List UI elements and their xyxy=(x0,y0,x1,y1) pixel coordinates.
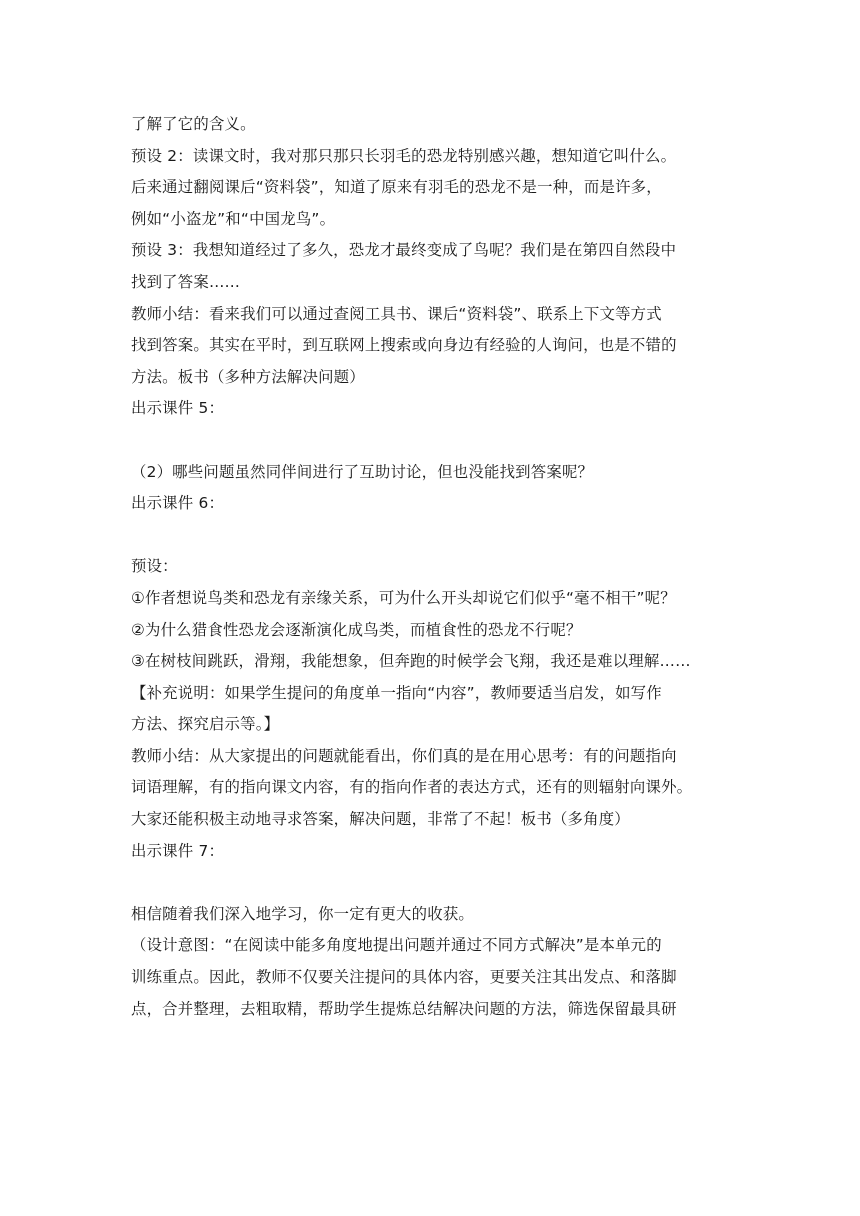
text-line: 出示课件 5： xyxy=(131,399,225,418)
text-line: ①作者想说鸟类和恐龙有亲缘关系，可为什么开头却说它们似乎“毫不相干”呢？ xyxy=(131,588,676,607)
blank-line xyxy=(131,520,735,552)
text-line: 预设： xyxy=(131,557,178,576)
text-line: 例如“小盗龙”和“中国龙鸟”。 xyxy=(131,209,336,228)
text-line: 词语理解，有的指向课文内容，有的指向作者的表达方式，还有的则辐射向课外。 xyxy=(131,778,693,797)
text-line: 预设 2：读课文时，我对那只那只长羽毛的恐龙特别感兴趣，想知道它叫什么。 xyxy=(131,146,677,165)
text-line: 【补充说明：如果学生提问的角度单一指向“内容”，教师要适当启发，如写作 xyxy=(131,683,662,702)
text-line: 训练重点。因此，教师不仅要关注提问的具体内容，更要关注其出发点、和落脚 xyxy=(131,968,677,987)
document-body xyxy=(131,109,735,1025)
text-line: 教师小结：从大家提出的问题就能看出，你们真的是在用心思考：有的问题指向 xyxy=(131,746,677,765)
text-line: 了解了它的含义。 xyxy=(131,115,256,133)
text-line: 出示课件 7： xyxy=(131,841,225,860)
text-line: ③在树枝间跳跃，滑翔，我能想象，但奔跑的时候学会飞翔，我还是难以理解…… xyxy=(131,652,691,671)
blank-line xyxy=(131,425,735,457)
text-line: 方法。板书（多种方法解决问题） xyxy=(131,367,365,386)
text-line: 后来通过翻阅课后“资料袋”，知道了原来有羽毛的恐龙不是一种，而是许多， xyxy=(131,178,662,197)
text-line: 大家还能积极主动地寻求答案，解决问题，非常了不起！板书（多角度） xyxy=(131,810,630,829)
text-line: （2）哪些问题虽然同伴间进行了互助讨论，但也没能找到答案呢？ xyxy=(131,462,594,481)
blank-line xyxy=(131,867,735,899)
text-line: 方法、探究启示等。】 xyxy=(131,715,280,734)
text-line: ②为什么猎食性恐龙会逐渐演化成鸟类，而植食性的恐龙不行呢？ xyxy=(131,620,582,639)
text-line: 预设 3：我想知道经过了多久，恐龙才最终变成了鸟呢？我们是在第四自然段中 xyxy=(131,241,677,260)
text-line: 找到了答案…… xyxy=(131,272,241,291)
text-line: 出示课件 6： xyxy=(131,494,225,513)
text-line: 找到答案。其实在平时，到互联网上搜索或向身边有经验的人询问，也是不错的 xyxy=(131,336,677,355)
text-line: 点，合并整理，去粗取精，帮助学生提炼总结解决问题的方法，筛选保留最具研 xyxy=(131,999,677,1018)
text-line: 相信随着我们深入地学习，你一定有更大的收获。 xyxy=(131,904,474,923)
text-line: 教师小结：看来我们可以通过查阅工具书、课后“资料袋”、联系上下文等方式 xyxy=(131,304,662,323)
text-line: （设计意图：“在阅读中能多角度地提出问题并通过不同方式解决”是本单元的 xyxy=(131,936,662,955)
